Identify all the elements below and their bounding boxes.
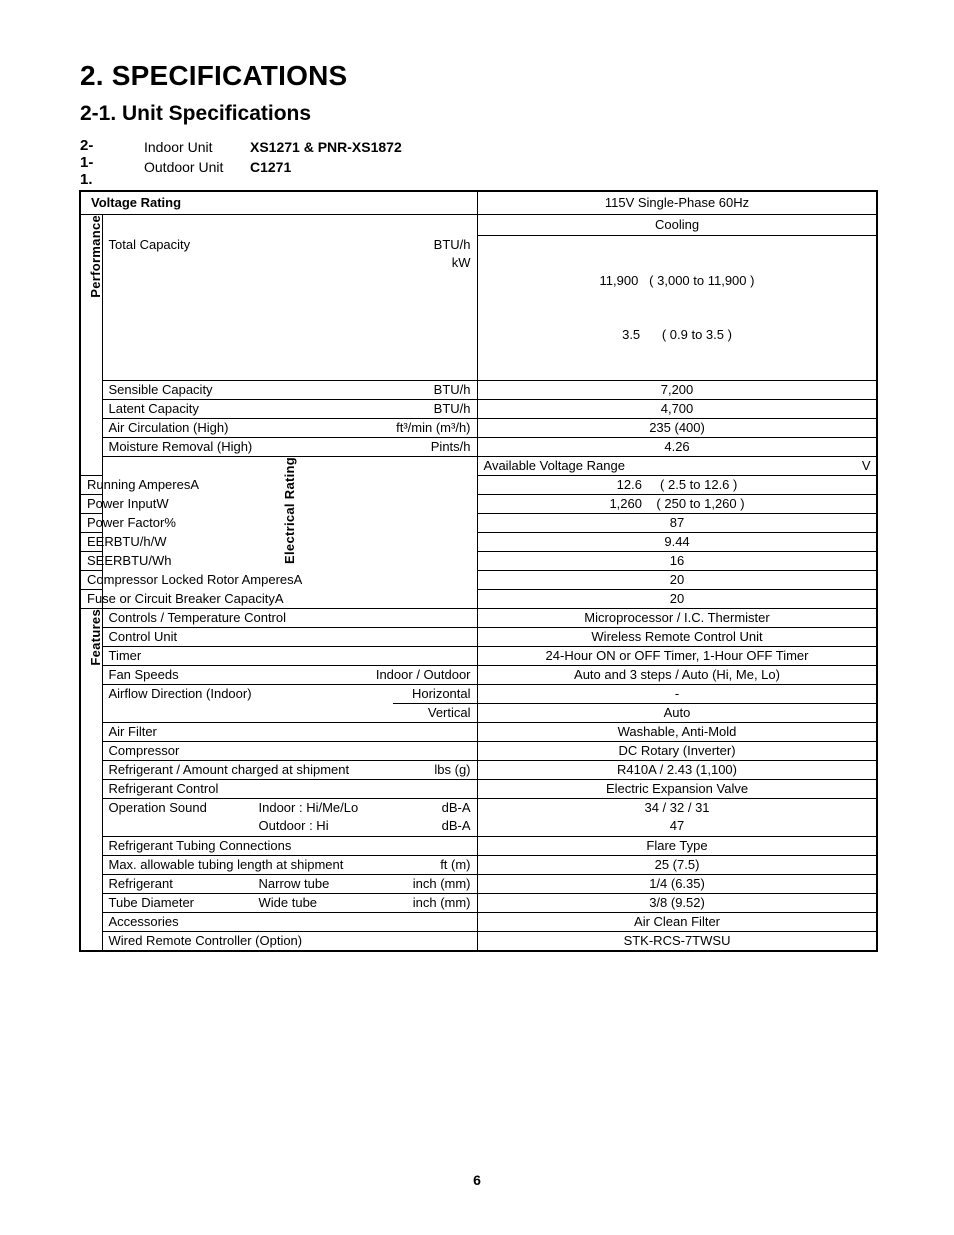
table-row: Wired Remote Controller (Option) STK-RCS-7TWSU [80, 932, 877, 952]
indoor-unit-models: XS1271 & PNR-XS1872 [250, 139, 402, 155]
table-row: Air Filter Washable, Anti-Mold [80, 723, 877, 742]
voltage-rating-value: 115V Single-Phase 60Hz [477, 191, 877, 215]
subsection-number: 2-1-1. [80, 137, 94, 188]
table-row: Moisture Removal (High) Pints/h 4.26 [80, 438, 877, 457]
table-row [80, 191, 877, 215]
table-row: Refrigerant Tubing Connections Flare Type [80, 837, 877, 856]
table-row: Control Unit Wireless Remote Control Unit [80, 628, 877, 647]
table-row: EER BTU/h/W 9.44 [80, 533, 877, 552]
table-row: Max. allowable tubing length at shipment ft (m) 25 (7.5) [80, 856, 877, 875]
table-row: Sensible Capacity BTU/h 7,200 [80, 381, 877, 400]
table-row: Compressor Locked Rotor Amperes A 20 [80, 571, 877, 590]
table-row: SEER BTU/Wh 16 [80, 552, 877, 571]
page-number: 6 [473, 1172, 481, 1188]
operation-sound: Operation Sound Indoor : Hi/Me/Lo dB-A Outdoor : Hi dB-A [102, 799, 477, 837]
voltage-rating-label: Voltage Rating [80, 191, 477, 215]
table-row: Power Input W 1,260 ( 250 to 1,260 ) [80, 495, 877, 514]
indoor-unit-label: Indoor Unit [144, 139, 213, 155]
table-row: Accessories Air Clean Filter [80, 913, 877, 932]
table-row: Air Circulation (High) ft³/min (m³/h) 235 (400) [80, 419, 877, 438]
section-label-features: Features [80, 609, 102, 952]
table-row: Compressor DC Rotary (Inverter) [80, 742, 877, 761]
table-row: Features Controls / Temperature Control Microprocessor / I.C. Thermister [80, 609, 877, 628]
table-row: Operation Sound Indoor : Hi/Me/Lo dB-A Outdoor : Hi dB-A 34 / 32 / 31 47 [80, 799, 877, 837]
table-row: Latent Capacity BTU/h 4,700 [80, 400, 877, 419]
total-capacity-value: 11,900 ( 3,000 to 11,900 ) 3.5 ( 0.9 to 3.5 ) [477, 236, 877, 381]
mode-cooling: Cooling [477, 215, 877, 236]
table-row [80, 236, 877, 381]
table-row: Timer 24-Hour ON or OFF Timer, 1-Hour OFF Timer [80, 647, 877, 666]
spec-table [79, 190, 878, 952]
section-label-electrical: Electrical Rating [102, 457, 477, 609]
table-row: Fuse or Circuit Breaker Capacity A 20 [80, 590, 877, 609]
page-title: 2. SPECIFICATIONS [80, 60, 348, 91]
table-row: Power Factor % 87 [80, 514, 877, 533]
table-row: Fan Speeds Indoor / Outdoor Auto and 3 steps / Auto (Hi, Me, Lo) [80, 666, 877, 685]
outdoor-unit-model: C1271 [250, 159, 292, 175]
table-row: Running Amperes A 12.6 ( 2.5 to 12.6 ) [80, 476, 877, 495]
outdoor-unit-label: Outdoor Unit [144, 159, 224, 175]
table-row: Electrical Rating Available Voltage Range V [80, 457, 877, 476]
table-row: Airflow Direction (Indoor) Horizontal Vertical - Auto [80, 685, 877, 723]
table-row: Refrigerant / Amount charged at shipment lbs (g) R410A / 2.43 (1,100) [80, 761, 877, 780]
table-row [80, 215, 877, 236]
total-capacity: Total Capacity BTU/h kW [102, 236, 477, 381]
table-row: Tube Diameter Wide tube inch (mm) 3/8 (9.52) [80, 894, 877, 913]
section-title: 2-1. Unit Specifications [80, 102, 312, 125]
table-row: Refrigerant Control Electric Expansion Valve [80, 780, 877, 799]
table-row: Refrigerant Narrow tube inch (mm) 1/4 (6.35) [80, 875, 877, 894]
airflow-direction: Airflow Direction (Indoor) Horizontal Vertical [102, 685, 477, 723]
section-label-performance: Performance [80, 215, 102, 476]
